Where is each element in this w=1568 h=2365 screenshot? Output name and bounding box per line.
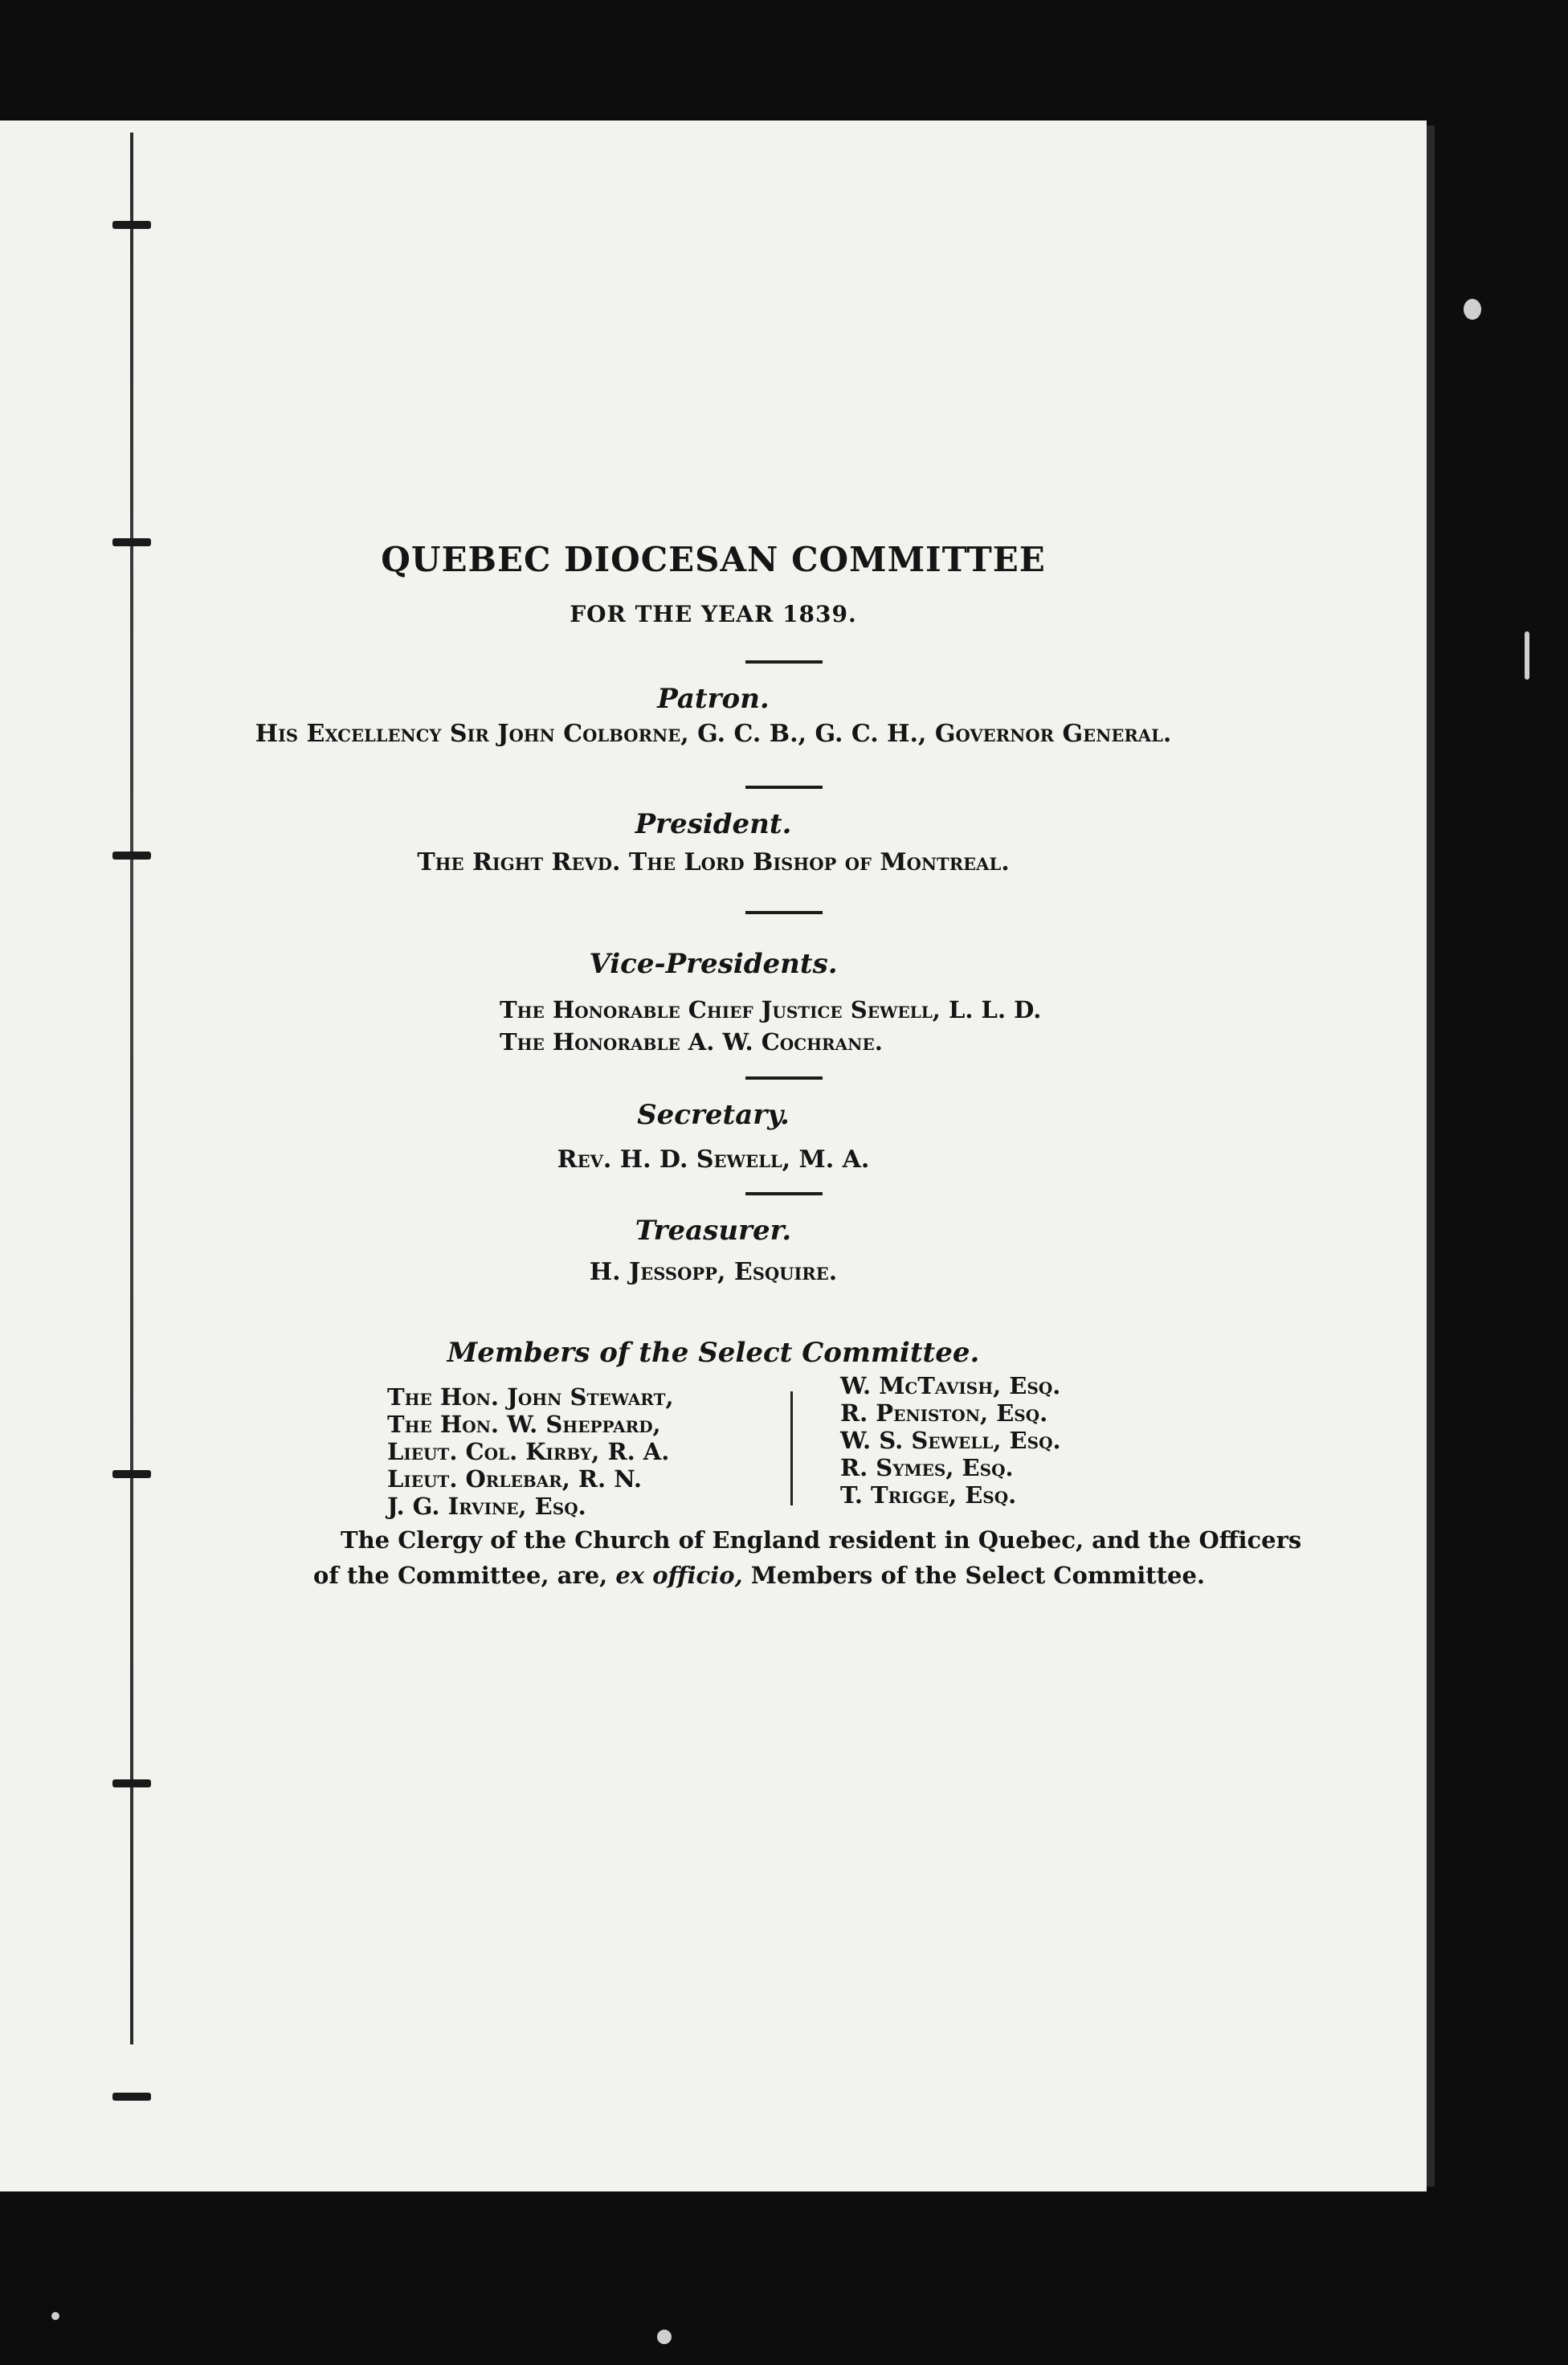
select-committee-left-column — [387, 1383, 674, 1520]
document-title: QUEBEC DIOCESAN COMMITTEE — [381, 540, 1046, 579]
page-edge — [1427, 125, 1435, 2187]
treasurer-line: H. Jessopp, Esquire. — [589, 1258, 838, 1286]
binding-thread — [130, 133, 133, 2044]
president-line: The Right Revd. The Lord Bishop of Montreal. — [417, 848, 1010, 876]
scan-speck — [51, 2312, 59, 2320]
patron-heading: Patron. — [657, 683, 770, 715]
scan-speck — [657, 2330, 672, 2344]
section-rule — [745, 786, 823, 789]
member-name: R. Symes, Esq. — [840, 1454, 1014, 1481]
clergy-note-text: of the Committee, are, — [313, 1562, 608, 1589]
clergy-note-text: Members of the Select Committee. — [750, 1562, 1205, 1589]
section-rule — [745, 911, 823, 914]
scan-speck — [1525, 631, 1529, 680]
vice-president-line: The Honorable Chief Justice Sewell, L. L. D. — [500, 996, 1042, 1023]
section-rule — [745, 660, 823, 664]
secretary-heading: Secretary. — [637, 1099, 790, 1131]
scan-speck — [1464, 299, 1481, 320]
member-name: The Hon. W. Sheppard, — [387, 1411, 661, 1438]
section-rule — [745, 1192, 823, 1195]
member-name: R. Peniston, Esq. — [840, 1399, 1048, 1427]
select-committee-right-column — [840, 1372, 1061, 1509]
binding-stitch — [112, 1470, 151, 1478]
member-name: Lieut. Col. Kirby, R. A. — [387, 1438, 670, 1465]
member-name: Lieut. Orlebar, R. N. — [387, 1465, 642, 1493]
vice-presidents-heading: Vice-Presidents. — [589, 948, 838, 980]
patron-line: His Excellency Sir John Colborne, G. C. B., G. C. H., Governor General. — [255, 720, 1172, 748]
member-name: W. S. Sewell, Esq. — [840, 1427, 1061, 1454]
treasurer-heading: Treasurer. — [635, 1215, 792, 1247]
secretary-line: Rev. H. D. Sewell, M. A. — [557, 1146, 870, 1174]
section-rule — [745, 1076, 823, 1080]
column-divider — [790, 1391, 793, 1505]
select-committee-heading: Members of the Select Committee. — [447, 1337, 980, 1369]
document-subtitle: FOR THE YEAR 1839. — [570, 601, 857, 627]
clergy-note-line-2 — [313, 1562, 1205, 1589]
president-heading: President. — [635, 808, 792, 840]
binding-stitch — [112, 2093, 151, 2101]
binding-stitch — [112, 1779, 151, 1787]
member-name: T. Trigge, Esq. — [840, 1481, 1017, 1509]
clergy-note-line-1: The Clergy of the Church of England resident in Quebec, and the Officers — [341, 1526, 1302, 1554]
member-name: W. McTavish, Esq. — [840, 1372, 1061, 1399]
vice-president-line: The Honorable A. W. Cochrane. — [500, 1028, 883, 1056]
member-name: J. G. Irvine, Esq. — [387, 1493, 586, 1520]
binding-stitch — [112, 221, 151, 229]
member-name: The Hon. John Stewart, — [387, 1383, 674, 1411]
clergy-note-italic: ex officio, — [615, 1562, 743, 1589]
